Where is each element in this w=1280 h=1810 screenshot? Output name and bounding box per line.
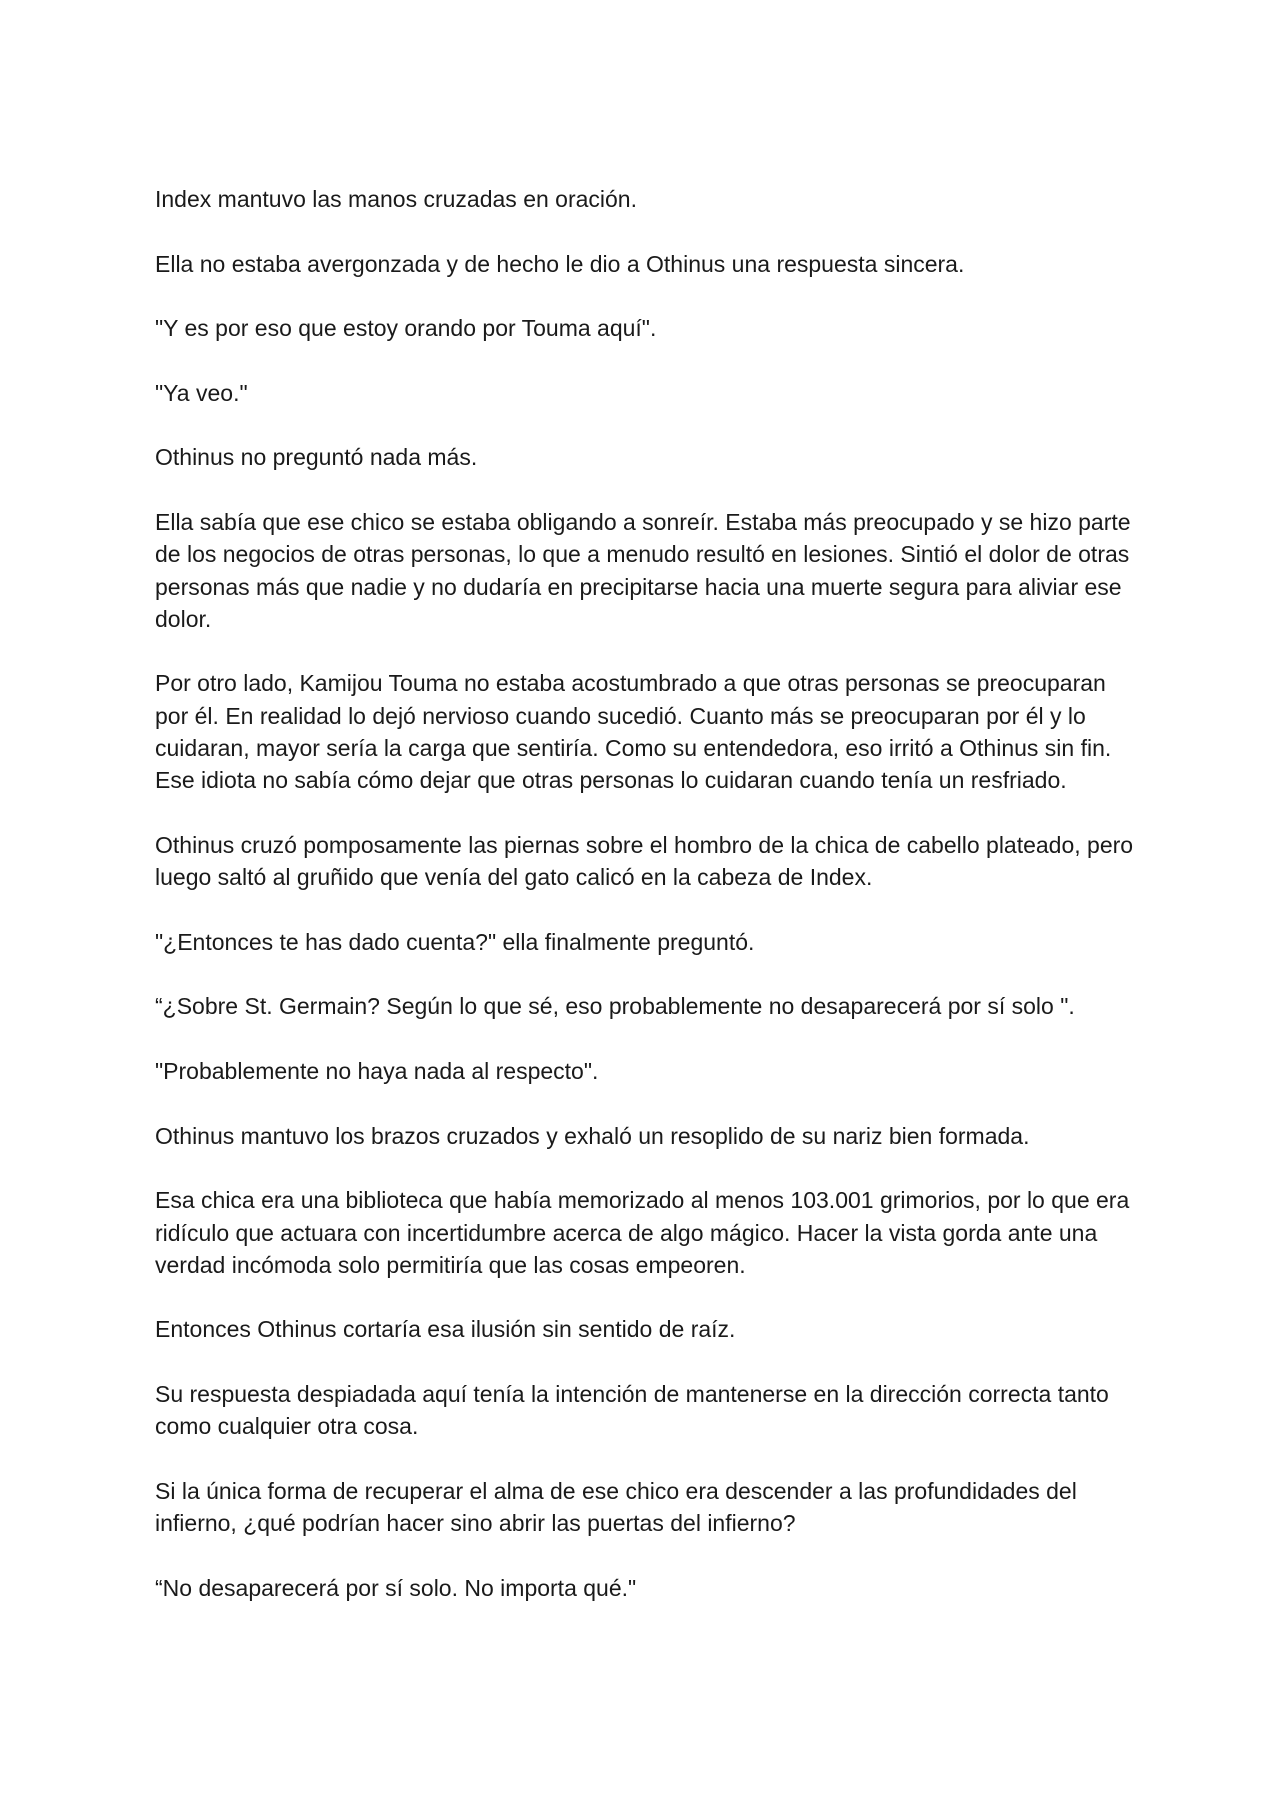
paragraph: Ella sabía que ese chico se estaba obligando a sonreír. Estaba más preocupado y se hizo parte de los negocios de otras personas, lo que a menudo resultó en lesiones. Sintió el dolor de otras personas más que nadie y no dudaría en precipitarse hacia una muerte segura para aliviar ese dolor. <box>155 508 1131 632</box>
paragraph: "Y es por eso que estoy orando por Touma aquí". <box>155 315 657 342</box>
paragraph: Su respuesta despiadada aquí tenía la intención de mantenerse en la dirección correcta tanto como cualquier otra cosa. <box>155 1380 1109 1440</box>
paragraph: Othinus cruzó pomposamente las piernas sobre el hombro de la chica de cabello plateado, pero luego saltó al gruñido que venía del gato calicó en la cabeza de Index. <box>155 831 1134 891</box>
paragraph: Othinus no preguntó nada más. <box>155 444 478 471</box>
paragraph: Si la única forma de recuperar el alma de ese chico era descender a las profundidades del infierno, ¿qué podrían hacer sino abrir las puertas del infierno? <box>155 1477 1077 1537</box>
paragraph: Esa chica era una biblioteca que había memorizado al menos 103.001 grimorios, por lo que era ridículo que actuara con incertidumbre acerca de algo mágico. Hacer la vista gorda ante una verdad incómoda solo permitiría que las cosas empeoren. <box>155 1187 1130 1278</box>
paragraph: "Ya veo." <box>155 379 248 406</box>
paragraph: Ella no estaba avergonzada y de hecho le dio a Othinus una respuesta sincera. <box>155 250 965 277</box>
paragraph: Othinus mantuvo los brazos cruzados y exhaló un resoplido de su nariz bien formada. <box>155 1122 1030 1149</box>
paragraph: "Probablemente no haya nada al respecto". <box>155 1058 599 1085</box>
document-body <box>155 183 1140 1636</box>
paragraph: “No desaparecerá por sí solo. No importa qué." <box>155 1574 637 1601</box>
paragraph: “¿Sobre St. Germain? Según lo que sé, eso probablemente no desaparecerá por sí solo ". <box>155 993 1075 1020</box>
paragraph: Entonces Othinus cortaría esa ilusión sin sentido de raíz. <box>155 1316 736 1343</box>
paragraph: Por otro lado, Kamijou Touma no estaba acostumbrado a que otras personas se preocuparan por él. En realidad lo dejó nervioso cuando sucedió. Cuanto más se preocuparan por él y lo cuidaran, mayor sería la carga que sentiría. Como su entendedora, eso irritó a Othinus sin fin. Ese idiota no sabía cómo dejar que otras personas lo cuidaran cuando tenía un resfriado. <box>155 670 1112 794</box>
paragraph: Index mantuvo las manos cruzadas en oración. <box>155 186 637 212</box>
paragraph: "¿Entonces te has dado cuenta?" ella finalmente preguntó. <box>155 928 755 955</box>
